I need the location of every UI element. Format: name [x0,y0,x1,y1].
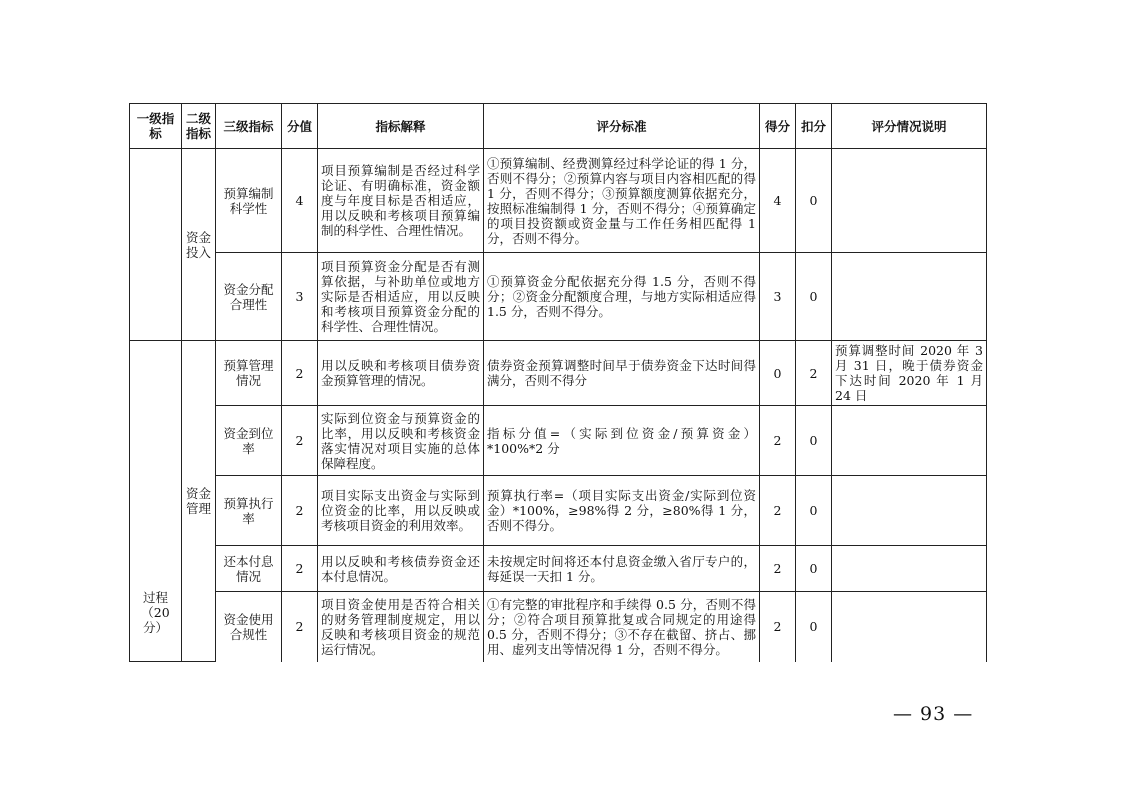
row-score: 2 [760,476,796,546]
row-note [832,406,987,476]
header-deduct: 扣分 [796,104,832,149]
row-name: 预算管理情况 [216,341,282,406]
row-note [832,476,987,546]
row-criteria: ①有完整的审批程序和手续得 0.5 分，否则不得分；②符合项目预算批复或合同规定的用途得 0.5 分，否则不得分；③不存在截留、挤占、挪用、虚列支出等情况得 1 分，否则不得分。 [484,592,760,662]
row-value: 2 [282,476,318,546]
row-deduct: 0 [796,253,832,341]
table-row [130,592,987,662]
row-deduct: 0 [796,592,832,662]
row-explanation: 用以反映和考核债券资金还本付息情况。 [318,546,484,592]
evaluation-table [129,103,987,662]
row-deduct: 0 [796,476,832,546]
row-criteria: 未按规定时间将还本付息资金缴入省厅专户的，每延误一天扣 1 分。 [484,546,760,592]
row-value: 4 [282,149,318,253]
header-score: 得分 [760,104,796,149]
table-row [130,406,987,476]
header-score-value: 分值 [282,104,318,149]
row-value: 2 [282,341,318,406]
row-name: 资金到位率 [216,406,282,476]
row-score: 0 [760,341,796,406]
row-explanation: 项目实际支出资金与实际到位资金的比率，用以反映或考核项目资金的利用效率。 [318,476,484,546]
row-criteria: ①预算资金分配依据充分得 1.5 分，否则不得分；②资金分配额度合理，与地方实际相适应得 1.5 分，否则不得分。 [484,253,760,341]
row-deduct: 2 [796,341,832,406]
row-criteria: 债券资金预算调整时间早于债券资金下达时间得满分，否则不得分 [484,341,760,406]
row-deduct: 0 [796,546,832,592]
row-name: 资金分配合理性 [216,253,282,341]
row-note [832,149,987,253]
table-row [130,341,987,406]
header-level3: 三级指标 [216,104,282,149]
table-row [130,476,987,546]
table-row [130,546,987,592]
row-note [832,592,987,662]
row-value: 2 [282,546,318,592]
row-explanation: 实际到位资金与预算资金的比率，用以反映和考核资金落实情况对项目实施的总体保障程度。 [318,406,484,476]
level1-cell-empty [130,149,182,341]
row-note [832,253,987,341]
row-name: 预算执行率 [216,476,282,546]
row-explanation: 项目预算资金分配是否有测算依据，与补助单位或地方实际是否相适应，用以反映和考核项目预算资金分配的科学性、合理性情况。 [318,253,484,341]
row-explanation: 项目资金使用是否符合相关的财务管理制度规定，用以反映和考核项目资金的规范运行情况。 [318,592,484,662]
header-criteria: 评分标准 [484,104,760,149]
header-level2: 二级指标 [182,104,216,149]
row-deduct: 0 [796,406,832,476]
level2-funds-input: 资金投入 [182,149,216,341]
level2-funds-management: 资金管理 [182,341,216,662]
row-name: 预算编制科学性 [216,149,282,253]
row-explanation: 项目预算编制是否经过科学论证、有明确标准，资金额度与年度目标是否相适应，用以反映和考核项目预算编制的科学性、合理性情况。 [318,149,484,253]
row-note: 预算调整时间 2020 年 3 月 31 日，晚于债券资金下达时间 2020 年 1 月 24 日 [832,341,987,406]
row-name: 资金使用合规性 [216,592,282,662]
row-explanation: 用以反映和考核项目债券资金预算管理的情况。 [318,341,484,406]
row-score: 3 [760,253,796,341]
header-explanation: 指标解释 [318,104,484,149]
page-number: — 93 — [893,703,974,725]
header-level1: 一级指标 [130,104,182,149]
header-row [130,104,987,149]
row-value: 2 [282,406,318,476]
row-score: 2 [760,592,796,662]
row-score: 2 [760,406,796,476]
table-row [130,149,987,253]
row-criteria: 指标分值=（实际到位资金/预算资金）*100%*2 分 [484,406,760,476]
row-name: 还本付息情况 [216,546,282,592]
header-note: 评分情况说明 [832,104,987,149]
row-criteria: 预算执行率=（项目实际支出资金/实际到位资金）*100%，≥98%得 2 分，≥80%得 1 分，否则不得分。 [484,476,760,546]
row-value: 2 [282,592,318,662]
row-criteria: ①预算编制、经费测算经过科学论证的得 1 分，否则不得分；②预算内容与项目内容相匹配的得 1 分，否则不得分；③预算额度测算依据充分，按照标准编制得 1 分，否则不得分；④预算确定的项目投资额或资金量与工作任务相匹配得 1 分，否则不得分。 [484,149,760,253]
table-row [130,253,987,341]
row-deduct: 0 [796,149,832,253]
row-note [832,546,987,592]
level1-process: 过程（20分） [130,341,182,662]
row-score: 2 [760,546,796,592]
row-score: 4 [760,149,796,253]
row-value: 3 [282,253,318,341]
